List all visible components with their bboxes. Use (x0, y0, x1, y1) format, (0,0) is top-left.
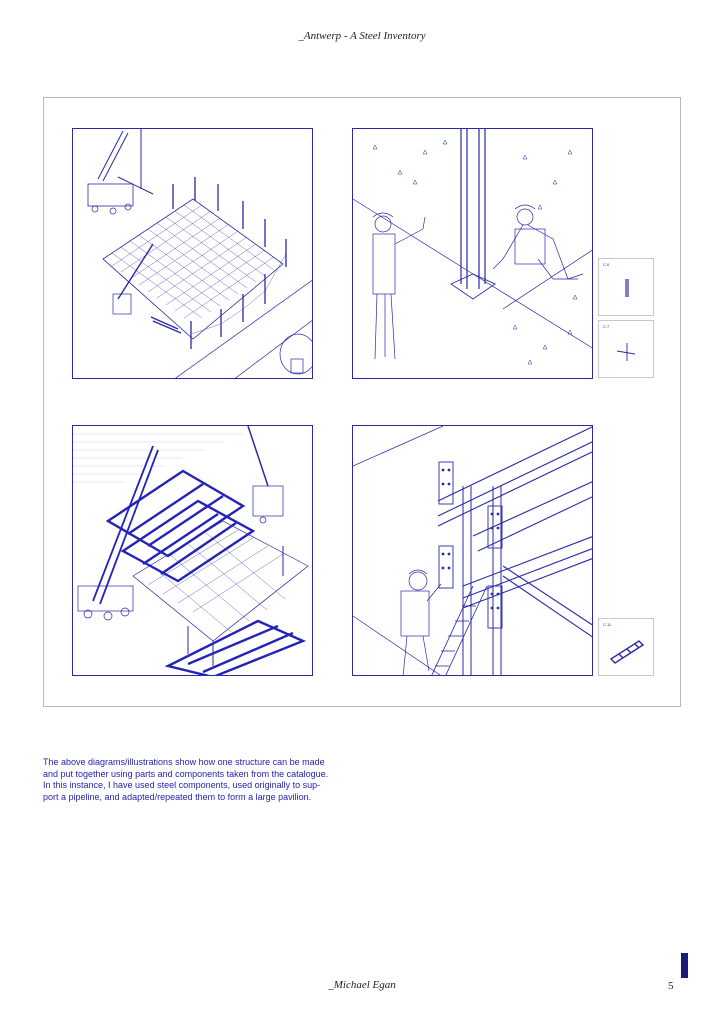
thumbnail-c11-label: C.11 (603, 622, 612, 627)
beam-connection-illustration (353, 426, 593, 676)
caption-line: and put together using parts and components taken from the catalogue. (43, 768, 329, 779)
caption-line: The above diagrams/illustrations show how one structure can be made (43, 757, 325, 767)
panel-steel-frames (72, 425, 313, 676)
truss-segment-icon (599, 619, 655, 677)
footer-author: _Michael Egan (328, 979, 396, 991)
thumbnail-c7 (598, 320, 654, 378)
thumbnail-c7-label: C.7 (603, 324, 610, 329)
column-icon (599, 259, 655, 317)
page-marker (681, 953, 688, 978)
crane-lifting-frames-illustration (73, 426, 313, 676)
caption-text (43, 757, 363, 803)
page-number: 5 (668, 980, 674, 992)
caption-line: port a pipeline, and adapted/repeated them to form a large pavilion. (43, 791, 312, 802)
thumbnail-c11 (598, 618, 654, 676)
crane-site-illustration (73, 129, 313, 379)
thumbnail-c6-label: C.6 (603, 262, 610, 267)
page-header-title: _Antwerp - A Steel Inventory (298, 30, 426, 42)
panel-column-base (352, 128, 593, 379)
panel-beam-connection (352, 425, 593, 676)
caption-line: In this instance, I have used steel components, used originally to sup- (43, 780, 321, 790)
thumbnail-c6 (598, 258, 654, 316)
panel-crane-site (72, 128, 313, 379)
cross-bracing-icon (599, 321, 655, 379)
workers-column-base-illustration (353, 129, 593, 379)
